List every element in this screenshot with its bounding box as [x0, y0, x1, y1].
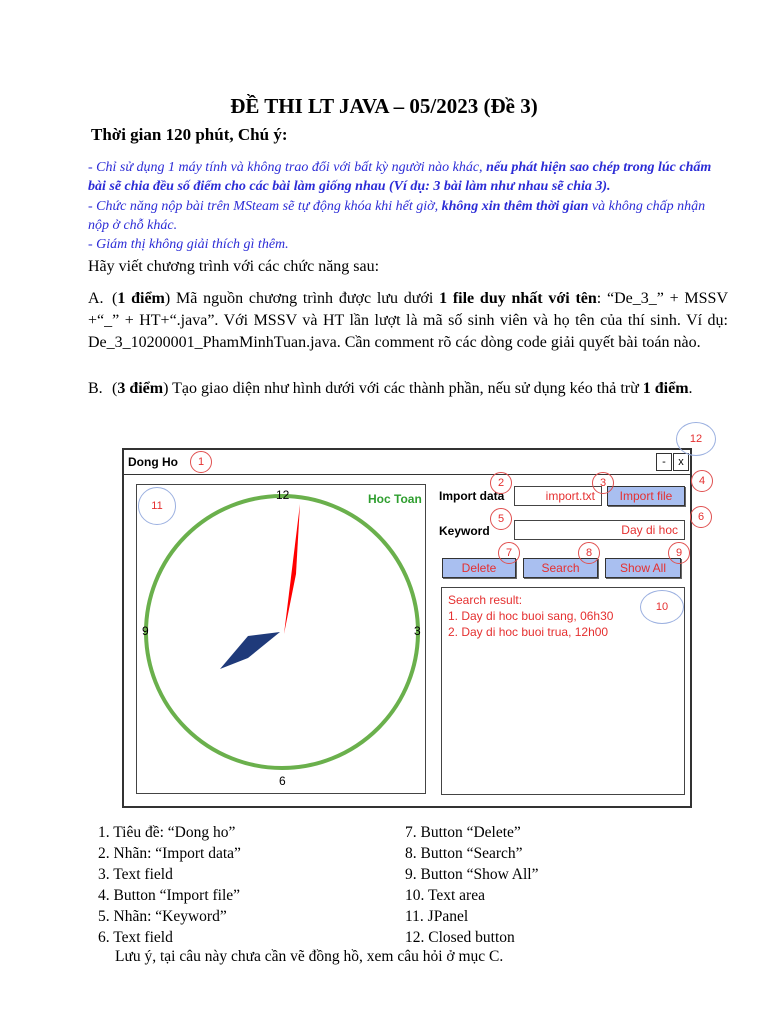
marker-2: 2: [490, 472, 512, 494]
note-3: - Giám thị không giải thích gì thêm.: [88, 237, 289, 252]
clock-number-12: 12: [276, 488, 290, 502]
clock-ring: [146, 496, 418, 768]
list-item: 10. Text area: [405, 887, 485, 904]
list-item: 8. Button “Search”: [405, 845, 523, 862]
keyword-field[interactable]: Day di hoc: [514, 520, 685, 540]
part-a-label: A.: [88, 290, 104, 307]
clock-svg: [136, 484, 426, 794]
part-a-bold: 1 file duy nhất với tên: [439, 290, 597, 307]
exam-subtitle: Thời gian 120 phút, Chú ý:: [91, 125, 288, 144]
part-b: B. (3 điểm) Tạo giao diện như hình dưới với các thành phần, nếu sử dụng kéo thả trừ 1 điểm.: [88, 378, 728, 400]
marker-12: 12: [676, 422, 716, 456]
show-all-button[interactable]: Show All: [605, 558, 681, 578]
list-item: 4. Button “Import file”: [98, 887, 241, 904]
marker-4: 4: [691, 470, 713, 492]
intro-text: Hãy viết chương trình với các chức năng sau:: [88, 258, 380, 275]
marker-8: 8: [578, 542, 600, 564]
part-b-points: 3 điểm: [117, 380, 164, 397]
note-1-bold: nếu phát hiện sao chép trong lúc chấm bài sẽ chia đều số điểm cho các bài làm giống nhau (Ví dụ: 3 bài làm như nhau sẽ chia 3).: [88, 160, 712, 194]
marker-11: 11: [138, 487, 176, 525]
delete-button[interactable]: Delete: [442, 558, 516, 578]
clock-number-3: 3: [414, 624, 421, 638]
list-item: 1. Tiêu đề: “Dong ho”: [98, 824, 236, 841]
clock-label: Hoc Toan: [368, 492, 422, 506]
list-item: 12. Closed button: [405, 929, 515, 946]
marker-5: 5: [490, 508, 512, 530]
components-right-list: [405, 822, 705, 948]
part-a-tail: : “De_3_” + MSSV +“_” + HT+“.java”. Với MSSV và HT lần lượt là mã số sinh viên và họ tên của thí sinh. Ví dụ: De_3_10200001_PhamMinhTuan.java. Cần comment rõ các dòng code giải quyết bài toán nào.: [88, 290, 728, 351]
list-item: 5. Nhãn: “Keyword”: [98, 908, 227, 925]
list-item: 11. JPanel: [405, 908, 469, 925]
marker-10: 10: [640, 590, 684, 624]
result-line-2: 2. Day di hoc buoi trua, 12h00: [448, 625, 609, 639]
list-item: 2. Nhãn: “Import data”: [98, 845, 241, 862]
list-item: 6. Text field: [98, 929, 173, 946]
note-2-tail: và không chấp nhận nộp ở chỗ khác.: [88, 199, 706, 233]
marker-3: 3: [592, 472, 614, 494]
clock-number-9: 9: [142, 624, 149, 638]
marker-7: 7: [498, 542, 520, 564]
list-item: 9. Button “Show All”: [405, 866, 539, 883]
window-title: Dong Ho: [128, 455, 178, 469]
note-2-bold: không xin thêm thời gian: [441, 199, 589, 214]
hour-hand: [220, 632, 280, 669]
list-item: 7. Button “Delete”: [405, 824, 521, 841]
result-line-1: 1. Day di hoc buoi sang, 06h30: [448, 609, 614, 623]
result-title: Search result:: [448, 593, 523, 607]
part-b-bold: 1 điểm: [642, 380, 689, 397]
note-2-text: - Chức năng nộp bài trên MSteam sẽ tự động khóa khi hết giờ,: [88, 199, 442, 214]
part-a-points: 1 điểm: [117, 290, 165, 307]
minimize-button[interactable]: -: [656, 453, 672, 471]
marker-1: 1: [190, 451, 212, 473]
close-button[interactable]: x: [673, 453, 689, 471]
note-1: [88, 158, 728, 196]
clock-number-6: 6: [279, 774, 286, 788]
list-item: 3. Text field: [98, 866, 173, 883]
import-data-label: Import data: [439, 489, 505, 503]
components-left-list: [98, 822, 398, 948]
part-b-label: B.: [88, 380, 103, 397]
import-field[interactable]: import.txt: [514, 486, 602, 506]
part-b-text: ) Tạo giao diện như hình dưới với các thành phần, nếu sử dụng kéo thả trừ: [163, 380, 643, 397]
marker-6: 6: [690, 506, 712, 528]
keyword-label: Keyword: [439, 524, 490, 538]
part-a: A. (1 điểm) Mã nguồn chương trình được lưu dưới 1 file duy nhất với tên: “De_3_” + MSSV +“_” + HT+“.java”. Với MSSV và HT lần lượt là mã số sinh viên và họ tên của thí sinh. Ví dụ: De_3_10200001_PhamMinhTuan.java. Cần comment rõ các dòng code giải quyết bài toán nào.: [88, 290, 728, 351]
minute-hand: [284, 504, 300, 634]
search-button[interactable]: Search: [523, 558, 598, 578]
footer-note: Lưu ý, tại câu này chưa cần vẽ đồng hồ, xem câu hỏi ở mục C.: [115, 948, 504, 965]
marker-9: 9: [668, 542, 690, 564]
part-a-text: ) Mã nguồn chương trình được lưu dưới: [164, 290, 440, 307]
import-file-button[interactable]: Import file: [607, 486, 685, 506]
exam-title: ĐỀ THI LT JAVA – 05/2023 (Đề 3): [230, 94, 538, 118]
note-2: [88, 197, 728, 235]
note-1-text: - Chỉ sử dụng 1 máy tính và không trao đổi với bất kỳ người nào khác,: [88, 160, 487, 175]
part-b-tail: .: [688, 380, 693, 397]
